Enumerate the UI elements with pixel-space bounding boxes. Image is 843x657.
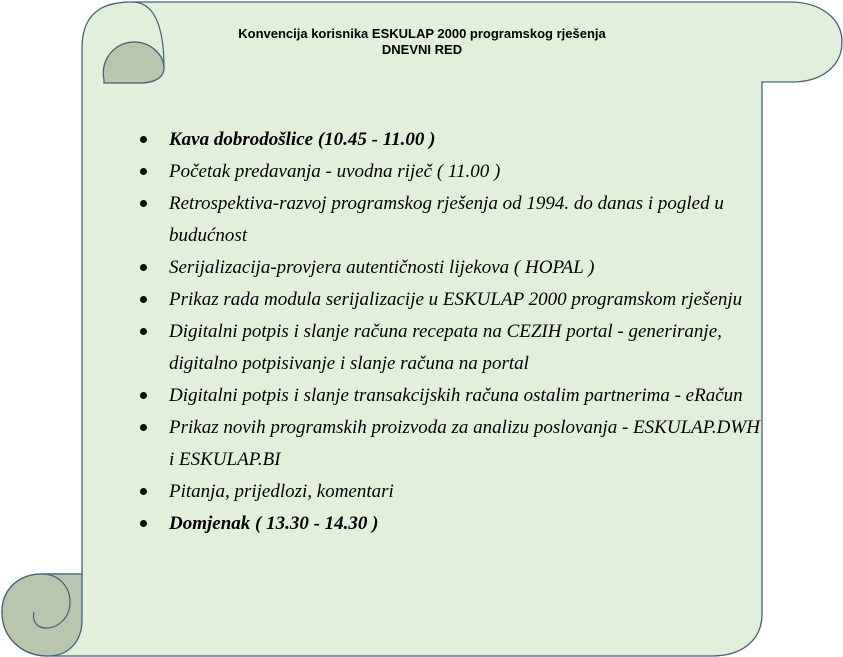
agenda-item-text: Digitalni potpis i slanje transakcijskih računa ostalim partnerima - eRačun <box>169 385 743 406</box>
agenda-item-text: Prikaz novih programskih proizvoda za analizu poslovanja - ESKULAP.DWH i ESKULAP.BI <box>169 417 760 470</box>
agenda-item-text: Retrospektiva-razvoj programskog rješenja od 1994. do danas i pogled u budućnost <box>169 193 724 246</box>
bullet-icon <box>140 296 147 303</box>
agenda-item <box>140 380 760 412</box>
agenda-item-text: Pitanja, prijedlozi, komentari <box>169 481 394 502</box>
agenda-item <box>140 412 760 476</box>
agenda-item <box>140 124 760 156</box>
agenda-item-text: Domjenak ( 13.30 - 14.30 ) <box>169 513 379 534</box>
agenda-item-text: Serijalizacija-provjera autentičnosti lijekova ( HOPAL ) <box>169 257 595 278</box>
header <box>150 26 694 58</box>
agenda-item <box>140 476 760 508</box>
bullet-icon <box>140 264 147 271</box>
agenda-item-text: Kava dobrodošlice (10.45 - 11.00 ) <box>169 129 436 150</box>
agenda-item <box>140 252 760 284</box>
bullet-icon <box>140 424 147 431</box>
bullet-icon <box>140 136 147 143</box>
bullet-icon <box>140 392 147 399</box>
agenda-item <box>140 156 760 188</box>
bullet-icon <box>140 200 147 207</box>
agenda-item <box>140 508 760 540</box>
agenda-item <box>140 188 760 252</box>
agenda-item-text: Početak predavanja - uvodna riječ ( 11.00 ) <box>169 161 501 182</box>
agenda-item <box>140 284 760 316</box>
page-title: Konvencija korisnika ESKULAP 2000 programskog rješenja <box>238 26 606 41</box>
agenda-item-text: Prikaz rada modula serijalizacije u ESKULAP 2000 programskom rješenju <box>169 289 743 310</box>
bullet-icon <box>140 488 147 495</box>
agenda-item <box>140 316 760 380</box>
agenda-list <box>140 124 760 540</box>
page-subtitle: DNEVNI RED <box>381 42 463 57</box>
bullet-icon <box>140 328 147 335</box>
agenda-item-text: Digitalni potpis i slanje računa recepata na CEZIH portal - generiranje, digitalno potpisivanje i slanje računa na portal <box>169 321 722 374</box>
bullet-icon <box>140 168 147 175</box>
bullet-icon <box>140 520 147 527</box>
